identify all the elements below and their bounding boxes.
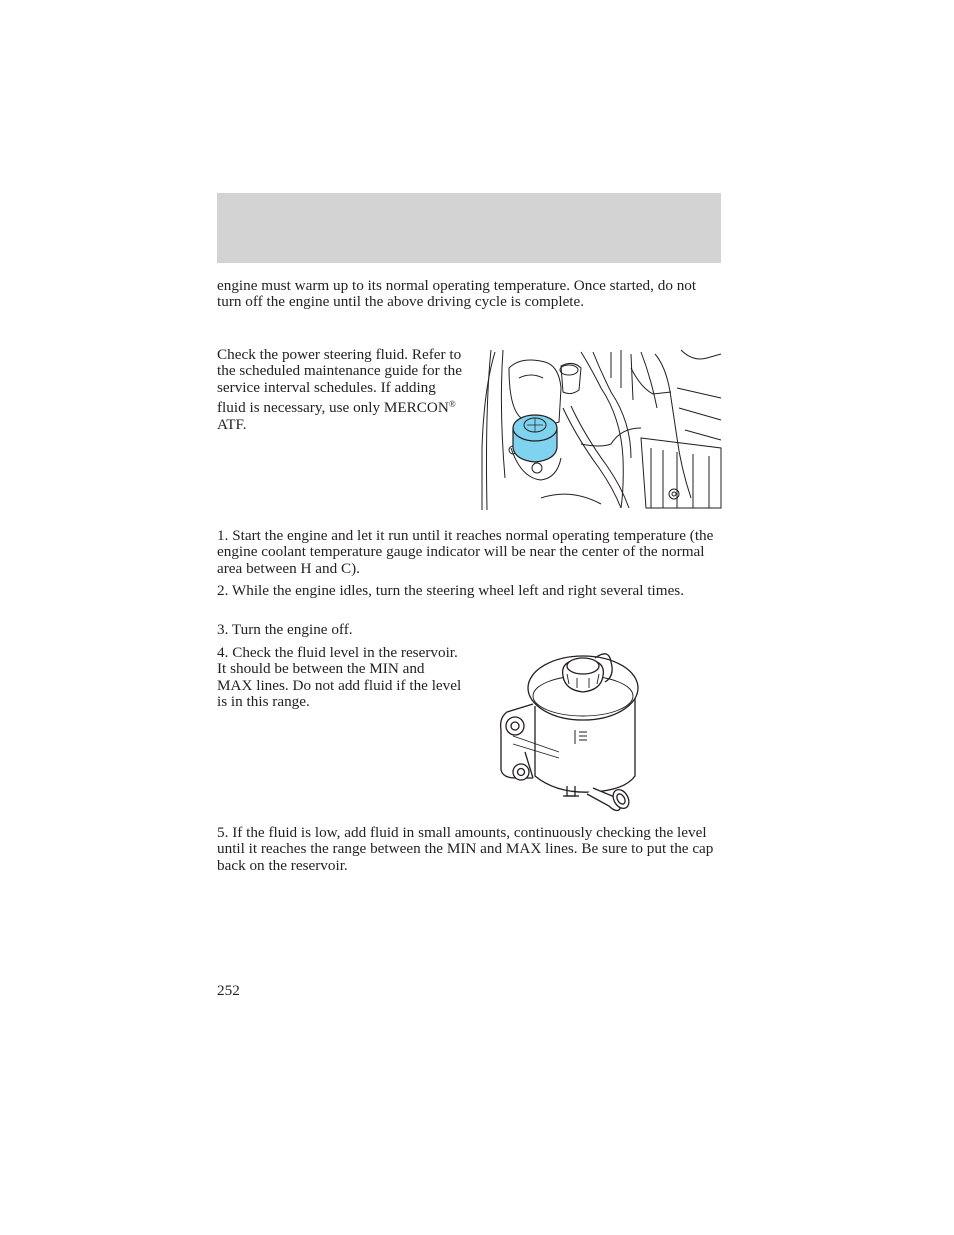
- step-5: 5. If the fluid is low, add fluid in small amounts, continuously checking the level until it reaches the range between the MIN and MAX lines. Be sure to put the cap back on the reservoir.: [217, 824, 714, 874]
- step-2: 2. While the engine idles, turn the steering wheel left and right several times.: [217, 582, 685, 599]
- section-header-band: [217, 193, 721, 263]
- intro-paragraph: engine must warm up to its normal operating temperature. Once started, do not turn off the engine until the above driving cycle is complete.: [217, 277, 697, 311]
- step-4: 4. Check the fluid level in the reservoir. It should be between the MIN and MAX lines. Do not add fluid if the level is in this range.: [217, 644, 462, 711]
- reservoir-highlight: [513, 415, 557, 462]
- step-3: 3. Turn the engine off.: [217, 621, 353, 638]
- reservoir-illustration: [497, 646, 655, 812]
- engine-compartment-illustration: [481, 348, 723, 512]
- page-number: 252: [217, 982, 240, 999]
- check-fluid-paragraph: Check the power steering fluid. Refer to the scheduled maintenance guide for the service interval schedules. If adding fluid is necessary, use only MERCON® ATF.: [217, 346, 463, 433]
- step-1: 1. Start the engine and let it run until it reaches normal operating temperature (the engine coolant temperature gauge indicator will be near the center of the normal area between H and C).: [217, 527, 714, 577]
